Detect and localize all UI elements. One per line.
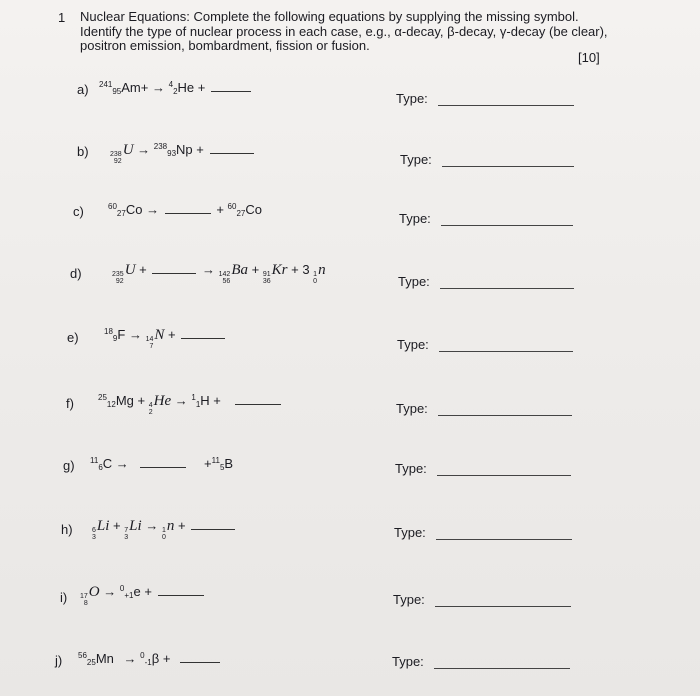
type-field[interactable]: Type: <box>394 525 426 540</box>
equation-e: $^{18}_9$F → 14 7 N + <box>104 327 227 350</box>
equation-c: $^{60}_{27}$Co → + $^{60}_{27}$Co <box>108 202 262 218</box>
item-label: h) <box>61 522 73 537</box>
answer-blank[interactable] <box>211 90 251 92</box>
item-label: b) <box>77 144 89 159</box>
answer-blank[interactable] <box>165 212 211 214</box>
type-field[interactable]: Type: <box>400 152 432 167</box>
type-field[interactable]: Type: <box>395 461 427 476</box>
answer-blank[interactable] <box>158 594 204 596</box>
item-label: j) <box>55 653 63 668</box>
item-label: f) <box>66 396 74 411</box>
type-field[interactable]: Type: <box>399 211 431 226</box>
answer-blank[interactable] <box>181 337 225 339</box>
answer-blank[interactable] <box>235 403 281 405</box>
item-label: a) <box>77 82 89 97</box>
type-field[interactable]: Type: <box>396 401 428 416</box>
item-label: i) <box>60 590 68 605</box>
type-field[interactable]: Type: <box>397 337 429 352</box>
equation-h: 6 3 Li + 7 3 Li → 1 0 n + <box>92 518 237 541</box>
item-label: e) <box>67 330 79 345</box>
equation-d: 235 92 U + → 142 56 Ba + 91 36 Kr + 3 1 0 n <box>112 262 326 285</box>
equation-i: 17 8 O → $^0_{+1}$e + <box>80 584 206 607</box>
answer-blank[interactable] <box>140 466 186 468</box>
type-field[interactable]: Type: <box>396 91 428 106</box>
answer-blank[interactable] <box>210 152 254 154</box>
type-field[interactable]: Type: <box>392 654 424 669</box>
type-field[interactable]: Type: <box>393 592 425 607</box>
equation-a: $^{241}_{95}$Am+ → $^4_2$He + <box>99 80 253 96</box>
answer-blank[interactable] <box>152 272 196 274</box>
equation-f: $^{25}_{12}$Mg + 4 2 He → $^1_1$H + <box>98 393 283 416</box>
question-number: 1 <box>58 10 66 25</box>
type-field[interactable]: Type: <box>398 274 430 289</box>
item-label: g) <box>63 458 75 473</box>
marks: [10] <box>578 50 600 65</box>
item-label: d) <box>70 266 82 281</box>
item-label: c) <box>73 204 84 219</box>
equation-b: 238 92 U → $^{238}_{93}$Np + <box>110 142 256 165</box>
answer-blank[interactable] <box>180 661 220 663</box>
instructions: Nuclear Equations: Complete the following equations by supplying the missing symbol. Identify the type of nuclear process in each case, e.g., α-decay, β-decay, γ-decay (be clear), positron emission, bombardment, fission or fusion. <box>80 9 608 53</box>
answer-blank[interactable] <box>191 528 235 530</box>
equation-g: $^{11}_6$C → +$^{11}_5$B <box>90 456 234 472</box>
equation-j: $^{56}_{25}$Mn → $^0_{-1}$β + <box>78 651 222 667</box>
